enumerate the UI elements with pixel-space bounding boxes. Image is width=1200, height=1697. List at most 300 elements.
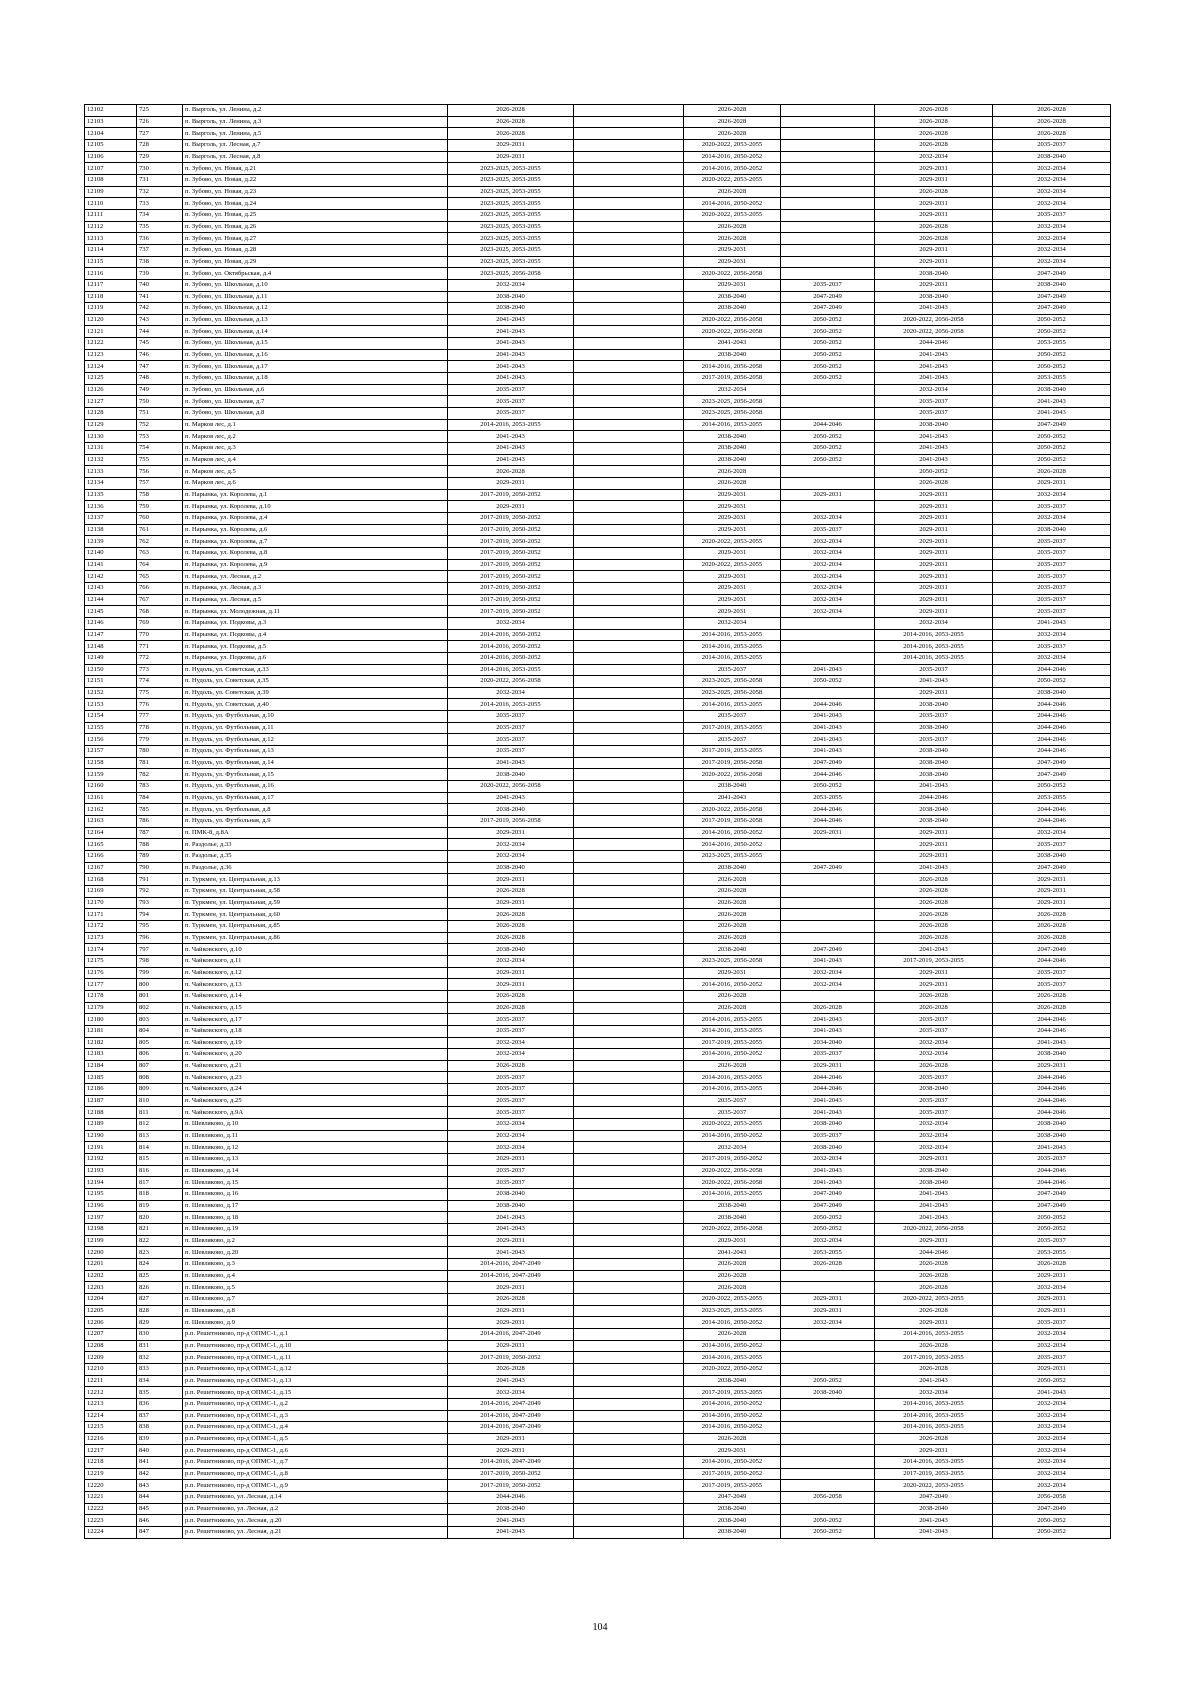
object-number-cell: 845 xyxy=(137,1503,183,1515)
period-5-cell: 2029-2031 xyxy=(875,163,993,175)
period-6-cell: 2050-2052 xyxy=(993,326,1111,338)
address-cell: п. Зубово, ул. Школьная, д.7 xyxy=(183,396,448,408)
period-6-cell: 2050-2052 xyxy=(993,361,1111,373)
period-4-cell xyxy=(781,909,875,921)
table-row xyxy=(85,524,1111,536)
period-5-cell: 2044-2046 xyxy=(875,338,993,350)
period-4-cell xyxy=(781,501,875,513)
address-cell: п. Нарынка, ул. Королева, д.4 xyxy=(183,512,448,524)
period-4-cell xyxy=(781,209,875,221)
period-3-cell: 2026-2028 xyxy=(684,466,781,478)
period-4-cell xyxy=(781,105,875,117)
table-row xyxy=(85,1258,1111,1270)
object-number-cell: 799 xyxy=(137,967,183,979)
row-id-cell: 12200 xyxy=(85,1247,137,1259)
period-4-cell xyxy=(781,920,875,932)
table-row xyxy=(85,408,1111,420)
period-3-cell: 2026-2028 xyxy=(684,105,781,117)
period-1-cell: 2041-2043 xyxy=(448,314,574,326)
period-6-cell: 2032-2034 xyxy=(993,244,1111,256)
address-cell: п. Нудоль, ул. Советская, д.33 xyxy=(183,664,448,676)
period-6-cell: 2035-2037 xyxy=(993,1352,1111,1364)
period-2-cell xyxy=(574,186,684,198)
period-3-cell: 2023-2025, 2053-2055 xyxy=(684,851,781,863)
period-2-cell xyxy=(574,1072,684,1084)
object-number-cell: 739 xyxy=(137,268,183,280)
row-id-cell: 12174 xyxy=(85,944,137,956)
period-3-cell: 2029-2031 xyxy=(684,606,781,618)
row-id-cell: 12168 xyxy=(85,874,137,886)
period-1-cell: 2044-2046 xyxy=(448,1492,574,1504)
period-5-cell: 2029-2031 xyxy=(875,1235,993,1247)
period-2-cell xyxy=(574,979,684,991)
period-2-cell xyxy=(574,559,684,571)
address-cell: р.п. Решетниково, пр-д ОПМС-1, д.8 xyxy=(183,1468,448,1480)
period-1-cell: 2038-2040 xyxy=(448,862,574,874)
object-number-cell: 725 xyxy=(137,105,183,117)
row-id-cell: 12189 xyxy=(85,1119,137,1131)
period-2-cell xyxy=(574,1340,684,1352)
period-4-cell: 2053-2055 xyxy=(781,792,875,804)
period-2-cell xyxy=(574,1305,684,1317)
address-cell: п. Раздолье, д.35 xyxy=(183,851,448,863)
period-4-cell: 2032-2034 xyxy=(781,1154,875,1166)
row-id-cell: 12134 xyxy=(85,478,137,490)
period-5-cell: 2032-2034 xyxy=(875,1119,993,1131)
table-row xyxy=(85,291,1111,303)
period-2-cell xyxy=(574,1317,684,1329)
table-row xyxy=(85,827,1111,839)
period-4-cell: 2047-2049 xyxy=(781,303,875,315)
period-5-cell: 2041-2043 xyxy=(875,781,993,793)
table-row xyxy=(85,151,1111,163)
period-4-cell xyxy=(781,874,875,886)
row-id-cell: 12151 xyxy=(85,676,137,688)
period-3-cell: 2026-2028 xyxy=(684,1002,781,1014)
address-cell: п. Чайковского, д.17 xyxy=(183,1014,448,1026)
period-4-cell: 2035-2037 xyxy=(781,279,875,291)
period-6-cell: 2038-2040 xyxy=(993,1130,1111,1142)
table-row xyxy=(85,687,1111,699)
period-5-cell: 2026-2028 xyxy=(875,1060,993,1072)
table-row xyxy=(85,641,1111,653)
table-row xyxy=(85,1247,1111,1259)
period-5-cell: 2038-2040 xyxy=(875,1177,993,1189)
period-4-cell: 2044-2046 xyxy=(781,1084,875,1096)
period-1-cell: 2038-2040 xyxy=(448,1503,574,1515)
period-3-cell: 2017-2019, 2053-2055 xyxy=(684,1037,781,1049)
period-2-cell xyxy=(574,944,684,956)
period-4-cell: 2041-2043 xyxy=(781,722,875,734)
object-number-cell: 752 xyxy=(137,419,183,431)
period-3-cell: 2026-2028 xyxy=(684,221,781,233)
row-id-cell: 12205 xyxy=(85,1305,137,1317)
period-5-cell: 2029-2031 xyxy=(875,198,993,210)
table-row xyxy=(85,1270,1111,1282)
period-5-cell: 2041-2043 xyxy=(875,676,993,688)
table-row xyxy=(85,1235,1111,1247)
period-1-cell: 2026-2028 xyxy=(448,128,574,140)
object-number-cell: 813 xyxy=(137,1130,183,1142)
period-1-cell: 2041-2043 xyxy=(448,373,574,385)
period-3-cell: 2014-2016, 2053-2055 xyxy=(684,641,781,653)
period-3-cell: 2014-2016, 2050-2052 xyxy=(684,163,781,175)
period-5-cell: 2032-2034 xyxy=(875,1387,993,1399)
period-3-cell: 2038-2040 xyxy=(684,1212,781,1224)
period-3-cell: 2020-2022, 2056-2058 xyxy=(684,769,781,781)
period-6-cell: 2032-2034 xyxy=(993,489,1111,501)
table-row xyxy=(85,1352,1111,1364)
period-4-cell: 2056-2058 xyxy=(781,1492,875,1504)
period-6-cell: 2056-2058 xyxy=(993,1492,1111,1504)
row-id-cell: 12139 xyxy=(85,536,137,548)
object-number-cell: 826 xyxy=(137,1282,183,1294)
period-5-cell: 2029-2031 xyxy=(875,967,993,979)
period-4-cell: 2047-2049 xyxy=(781,757,875,769)
address-cell: п. Зубово, ул. Школьная, д.10 xyxy=(183,279,448,291)
period-1-cell: 2026-2028 xyxy=(448,932,574,944)
period-6-cell: 2032-2034 xyxy=(993,512,1111,524)
period-2-cell xyxy=(574,1107,684,1119)
object-number-cell: 833 xyxy=(137,1363,183,1375)
period-1-cell: 2032-2034 xyxy=(448,1130,574,1142)
row-id-cell: 12136 xyxy=(85,501,137,513)
table-row xyxy=(85,1002,1111,1014)
object-number-cell: 738 xyxy=(137,256,183,268)
period-5-cell: 2050-2052 xyxy=(875,466,993,478)
period-6-cell: 2041-2043 xyxy=(993,408,1111,420)
table-row xyxy=(85,932,1111,944)
period-6-cell: 2047-2049 xyxy=(993,419,1111,431)
row-id-cell: 12141 xyxy=(85,559,137,571)
address-cell: п. Зубово, ул. Новая, д.23 xyxy=(183,186,448,198)
period-5-cell: 2032-2034 xyxy=(875,1130,993,1142)
period-2-cell xyxy=(574,1433,684,1445)
object-number-cell: 730 xyxy=(137,163,183,175)
object-number-cell: 746 xyxy=(137,349,183,361)
period-4-cell xyxy=(781,641,875,653)
period-4-cell: 2053-2055 xyxy=(781,1247,875,1259)
period-6-cell: 2032-2034 xyxy=(993,174,1111,186)
address-cell: п. Марков лес, д.5 xyxy=(183,466,448,478)
table-row xyxy=(85,792,1111,804)
table-row xyxy=(85,606,1111,618)
address-cell: п. Нарынка, ул. Лесная, д.2 xyxy=(183,571,448,583)
address-cell: п. Нудоль, ул. Советская, д.39 xyxy=(183,687,448,699)
period-6-cell: 2035-2037 xyxy=(993,1235,1111,1247)
period-5-cell: 2029-2031 xyxy=(875,559,993,571)
table-row xyxy=(85,1130,1111,1142)
object-number-cell: 751 xyxy=(137,408,183,420)
period-6-cell: 2035-2037 xyxy=(993,209,1111,221)
period-3-cell: 2014-2016, 2053-2055 xyxy=(684,699,781,711)
period-6-cell: 2029-2031 xyxy=(993,478,1111,490)
object-number-cell: 732 xyxy=(137,186,183,198)
object-number-cell: 819 xyxy=(137,1200,183,1212)
schedule-table xyxy=(84,104,1111,1539)
row-id-cell: 12173 xyxy=(85,932,137,944)
object-number-cell: 765 xyxy=(137,571,183,583)
period-3-cell: 2014-2016, 2053-2055 xyxy=(684,1084,781,1096)
period-6-cell: 2050-2052 xyxy=(993,676,1111,688)
period-5-cell: 2026-2028 xyxy=(875,1433,993,1445)
row-id-cell: 12212 xyxy=(85,1387,137,1399)
period-4-cell: 2041-2043 xyxy=(781,746,875,758)
row-id-cell: 12195 xyxy=(85,1189,137,1201)
period-1-cell: 2014-2016, 2047-2049 xyxy=(448,1457,574,1469)
period-5-cell: 2035-2037 xyxy=(875,711,993,723)
table-row xyxy=(85,443,1111,455)
address-cell: п. Нарынка, ул. Королева, д.7 xyxy=(183,536,448,548)
period-4-cell xyxy=(781,139,875,151)
period-1-cell: 2041-2043 xyxy=(448,338,574,350)
period-4-cell: 2029-2031 xyxy=(781,489,875,501)
row-id-cell: 12163 xyxy=(85,816,137,828)
object-number-cell: 841 xyxy=(137,1457,183,1469)
period-2-cell xyxy=(574,128,684,140)
table-row xyxy=(85,1037,1111,1049)
address-cell: п. Нарынка, ул. Подковы, д.3 xyxy=(183,617,448,629)
object-number-cell: 792 xyxy=(137,885,183,897)
table-row xyxy=(85,303,1111,315)
address-cell: п. Нарынка, ул. Королева, д.6 xyxy=(183,524,448,536)
period-5-cell: 2038-2040 xyxy=(875,746,993,758)
period-5-cell: 2017-2019, 2053-2055 xyxy=(875,955,993,967)
period-2-cell xyxy=(574,244,684,256)
period-1-cell: 2029-2031 xyxy=(448,967,574,979)
period-5-cell: 2014-2016, 2053-2055 xyxy=(875,1422,993,1434)
period-5-cell: 2029-2031 xyxy=(875,687,993,699)
period-2-cell xyxy=(574,1224,684,1236)
period-6-cell: 2029-2031 xyxy=(993,897,1111,909)
object-number-cell: 767 xyxy=(137,594,183,606)
row-id-cell: 12219 xyxy=(85,1468,137,1480)
period-2-cell xyxy=(574,291,684,303)
period-5-cell: 2029-2031 xyxy=(875,512,993,524)
row-id-cell: 12120 xyxy=(85,314,137,326)
object-number-cell: 843 xyxy=(137,1480,183,1492)
period-6-cell: 2038-2040 xyxy=(993,151,1111,163)
row-id-cell: 12218 xyxy=(85,1457,137,1469)
period-2-cell xyxy=(574,769,684,781)
period-1-cell: 2035-2037 xyxy=(448,734,574,746)
row-id-cell: 12202 xyxy=(85,1270,137,1282)
period-2-cell xyxy=(574,174,684,186)
period-6-cell: 2026-2028 xyxy=(993,105,1111,117)
period-2-cell xyxy=(574,233,684,245)
period-6-cell: 2044-2046 xyxy=(993,711,1111,723)
period-1-cell: 2017-2019, 2050-2052 xyxy=(448,524,574,536)
period-2-cell xyxy=(574,1060,684,1072)
row-id-cell: 12140 xyxy=(85,547,137,559)
period-2-cell xyxy=(574,163,684,175)
period-6-cell: 2044-2046 xyxy=(993,1072,1111,1084)
table-row xyxy=(85,781,1111,793)
period-4-cell xyxy=(781,1270,875,1282)
address-cell: п. Чайковского, д.15 xyxy=(183,1002,448,1014)
address-cell: п. Туркмен, ул. Центральная, д.13 xyxy=(183,874,448,886)
address-cell: п. Нудоль, ул. Футбольная, д.14 xyxy=(183,757,448,769)
address-cell: п. Шевляково, д.3 xyxy=(183,1258,448,1270)
period-4-cell: 2047-2049 xyxy=(781,291,875,303)
period-2-cell xyxy=(574,629,684,641)
period-6-cell: 2038-2040 xyxy=(993,687,1111,699)
period-3-cell: 2038-2040 xyxy=(684,1503,781,1515)
period-2-cell xyxy=(574,1422,684,1434)
page-number: 104 xyxy=(592,1622,608,1633)
object-number-cell: 781 xyxy=(137,757,183,769)
object-number-cell: 757 xyxy=(137,478,183,490)
address-cell: п. Туркмен, ул. Центральная, д.60 xyxy=(183,909,448,921)
period-4-cell: 2029-2031 xyxy=(781,1293,875,1305)
period-6-cell: 2050-2052 xyxy=(993,443,1111,455)
period-2-cell xyxy=(574,652,684,664)
period-6-cell: 2044-2046 xyxy=(993,664,1111,676)
period-2-cell xyxy=(574,1410,684,1422)
period-3-cell: 2047-2049 xyxy=(684,1492,781,1504)
period-5-cell: 2029-2031 xyxy=(875,279,993,291)
period-1-cell: 2041-2043 xyxy=(448,326,574,338)
period-5-cell: 2026-2028 xyxy=(875,233,993,245)
table-row xyxy=(85,186,1111,198)
period-6-cell: 2035-2037 xyxy=(993,1154,1111,1166)
period-4-cell: 2041-2043 xyxy=(781,1095,875,1107)
row-id-cell: 12153 xyxy=(85,699,137,711)
period-3-cell: 2038-2040 xyxy=(684,291,781,303)
address-cell: п. ПМК-8, д.8А xyxy=(183,827,448,839)
period-4-cell xyxy=(781,990,875,1002)
period-6-cell: 2032-2034 xyxy=(993,652,1111,664)
period-2-cell xyxy=(574,524,684,536)
period-4-cell: 2026-2028 xyxy=(781,1002,875,1014)
row-id-cell: 12223 xyxy=(85,1515,137,1527)
object-number-cell: 735 xyxy=(137,221,183,233)
address-cell: п. Шевляково, д.4 xyxy=(183,1270,448,1282)
object-number-cell: 811 xyxy=(137,1107,183,1119)
period-2-cell xyxy=(574,990,684,1002)
object-number-cell: 827 xyxy=(137,1293,183,1305)
table-row xyxy=(85,874,1111,886)
period-4-cell xyxy=(781,151,875,163)
period-6-cell: 2032-2034 xyxy=(993,256,1111,268)
row-id-cell: 12118 xyxy=(85,291,137,303)
row-id-cell: 12122 xyxy=(85,338,137,350)
period-4-cell: 2041-2043 xyxy=(781,1165,875,1177)
period-6-cell: 2044-2046 xyxy=(993,1014,1111,1026)
period-5-cell: 2038-2040 xyxy=(875,1503,993,1515)
period-4-cell xyxy=(781,1422,875,1434)
period-5-cell: 2038-2040 xyxy=(875,1165,993,1177)
period-1-cell: 2029-2031 xyxy=(448,1433,574,1445)
period-4-cell: 2041-2043 xyxy=(781,1177,875,1189)
period-6-cell: 2044-2046 xyxy=(993,1107,1111,1119)
period-3-cell: 2026-2028 xyxy=(684,478,781,490)
period-5-cell: 2026-2028 xyxy=(875,478,993,490)
period-1-cell: 2035-2037 xyxy=(448,408,574,420)
period-4-cell xyxy=(781,652,875,664)
period-3-cell: 2014-2016, 2053-2055 xyxy=(684,629,781,641)
period-3-cell: 2014-2016, 2050-2052 xyxy=(684,1398,781,1410)
table-row xyxy=(85,676,1111,688)
table-row xyxy=(85,1049,1111,1061)
period-3-cell: 2038-2040 xyxy=(684,1200,781,1212)
table-row xyxy=(85,711,1111,723)
period-2-cell xyxy=(574,1270,684,1282)
table-row xyxy=(85,652,1111,664)
period-1-cell: 2017-2019, 2050-2052 xyxy=(448,547,574,559)
period-5-cell: 2041-2043 xyxy=(875,1212,993,1224)
address-cell: р.п. Решетниково, пр-д ОПМС-1, д.7 xyxy=(183,1457,448,1469)
period-2-cell xyxy=(574,1212,684,1224)
table-row xyxy=(85,1095,1111,1107)
address-cell: р.п. Решетниково, пр-д ОПМС-1, д.15 xyxy=(183,1387,448,1399)
period-2-cell xyxy=(574,256,684,268)
table-row xyxy=(85,1119,1111,1131)
table-row xyxy=(85,722,1111,734)
period-4-cell: 2032-2034 xyxy=(781,559,875,571)
period-1-cell: 2041-2043 xyxy=(448,361,574,373)
period-2-cell xyxy=(574,396,684,408)
period-3-cell: 2017-2019, 2056-2058 xyxy=(684,373,781,385)
table-row xyxy=(85,1457,1111,1469)
period-2-cell xyxy=(574,699,684,711)
period-3-cell: 2017-2019, 2053-2055 xyxy=(684,1480,781,1492)
object-number-cell: 755 xyxy=(137,454,183,466)
period-1-cell: 2032-2034 xyxy=(448,955,574,967)
period-6-cell: 2044-2046 xyxy=(993,1025,1111,1037)
address-cell: п. Зубово, ул. Новая, д.28 xyxy=(183,244,448,256)
period-5-cell: 2014-2016, 2053-2055 xyxy=(875,652,993,664)
period-5-cell: 2026-2028 xyxy=(875,874,993,886)
row-id-cell: 12188 xyxy=(85,1107,137,1119)
period-3-cell: 2029-2031 xyxy=(684,594,781,606)
address-cell: п. Вырголь, ул. Ленина, д.3 xyxy=(183,116,448,128)
period-1-cell: 2020-2022, 2056-2058 xyxy=(448,676,574,688)
period-4-cell: 2050-2052 xyxy=(781,349,875,361)
period-5-cell: 2029-2031 xyxy=(875,536,993,548)
period-6-cell: 2026-2028 xyxy=(993,466,1111,478)
period-3-cell: 2014-2016, 2050-2052 xyxy=(684,1422,781,1434)
period-4-cell xyxy=(781,897,875,909)
object-number-cell: 840 xyxy=(137,1445,183,1457)
period-1-cell: 2023-2025, 2053-2055 xyxy=(448,244,574,256)
period-4-cell xyxy=(781,128,875,140)
period-2-cell xyxy=(574,1095,684,1107)
period-5-cell: 2029-2031 xyxy=(875,582,993,594)
period-6-cell: 2041-2043 xyxy=(993,1387,1111,1399)
period-5-cell: 2026-2028 xyxy=(875,116,993,128)
period-1-cell: 2032-2034 xyxy=(448,279,574,291)
period-3-cell: 2026-2028 xyxy=(684,128,781,140)
address-cell: п. Нудоль, ул. Футбольная, д.9 xyxy=(183,816,448,828)
period-6-cell: 2044-2046 xyxy=(993,804,1111,816)
period-5-cell: 2041-2043 xyxy=(875,373,993,385)
object-number-cell: 844 xyxy=(137,1492,183,1504)
table-row xyxy=(85,1445,1111,1457)
period-3-cell: 2020-2022, 2056-2058 xyxy=(684,1177,781,1189)
period-1-cell: 2023-2025, 2053-2055 xyxy=(448,209,574,221)
object-number-cell: 846 xyxy=(137,1515,183,1527)
period-2-cell xyxy=(574,116,684,128)
table-row xyxy=(85,268,1111,280)
table-row xyxy=(85,1200,1111,1212)
table-row xyxy=(85,338,1111,350)
period-5-cell: 2026-2028 xyxy=(875,128,993,140)
period-4-cell xyxy=(781,839,875,851)
address-cell: п. Нарынка, ул. Королева, д.10 xyxy=(183,501,448,513)
period-2-cell xyxy=(574,1200,684,1212)
period-1-cell: 2026-2028 xyxy=(448,885,574,897)
